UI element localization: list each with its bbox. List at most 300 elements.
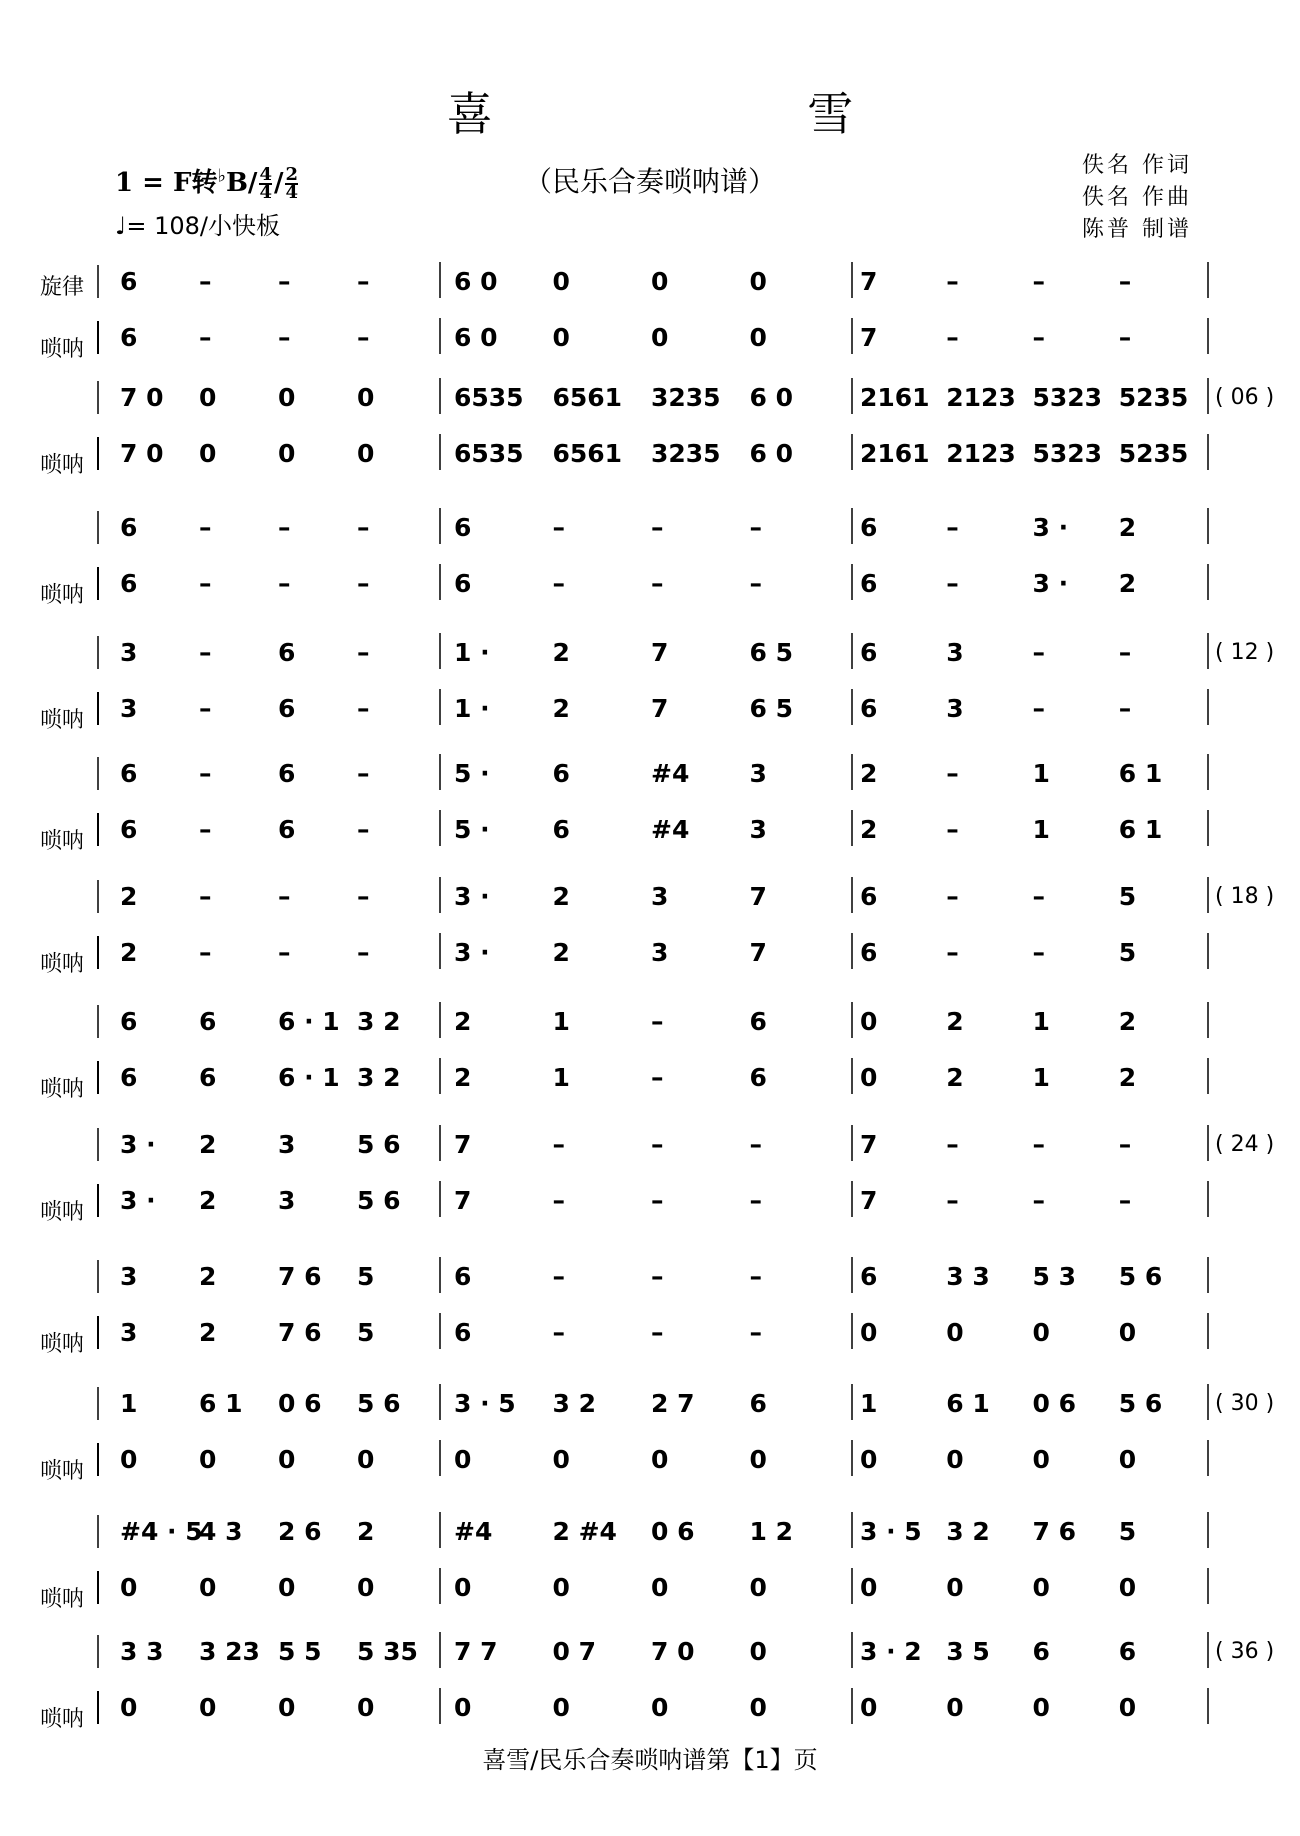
note-top: 3 23 — [199, 1637, 260, 1666]
note-bottom: 6 — [860, 938, 878, 967]
note-top: 3 — [946, 638, 964, 667]
note-bottom: 7 — [651, 694, 669, 723]
note-top: 1 — [552, 1007, 570, 1036]
note-top: #4 — [651, 759, 690, 788]
note-bottom: 2 — [552, 938, 570, 967]
note-top: 6 — [199, 1007, 217, 1036]
note-top: #4 — [454, 1517, 493, 1546]
note-top: 3 3 — [120, 1637, 164, 1666]
note-bottom: 6 — [120, 569, 138, 598]
note-bottom: 2161 — [860, 439, 930, 468]
note-top: – — [1032, 638, 1045, 667]
note-top: – — [946, 882, 959, 911]
note-bottom: – — [1118, 1186, 1132, 1215]
note-bottom: 0 — [357, 439, 375, 468]
note-top: 6 1 — [199, 1389, 243, 1418]
note-top: – — [946, 267, 959, 296]
note-bottom: 1 — [1032, 815, 1050, 844]
note-bottom: 0 — [1032, 1445, 1050, 1474]
note-top: 3 · — [454, 882, 490, 911]
note-bottom: 0 — [1032, 1693, 1050, 1722]
note-top: – — [278, 513, 291, 542]
note-bottom: – — [651, 1318, 664, 1347]
note-top: 2 — [120, 882, 138, 911]
note-top: 7 — [860, 267, 878, 296]
note-bottom: 6 — [278, 694, 296, 723]
note-bottom: – — [278, 569, 291, 598]
note-bottom: 0 — [199, 1573, 217, 1602]
note-top: 2161 — [860, 383, 930, 412]
note-bottom: #4 — [651, 815, 690, 844]
note-top: – — [651, 1262, 664, 1291]
note-bottom: 0 — [749, 1693, 767, 1722]
note-bottom: – — [946, 815, 959, 844]
note-bottom: 7 — [454, 1186, 472, 1215]
note-bottom: 6 — [120, 815, 138, 844]
note-top: 2 6 — [278, 1517, 322, 1546]
note-bottom: 0 — [552, 1693, 570, 1722]
note-bottom: 5 — [1118, 938, 1137, 967]
note-top: 5 — [1118, 882, 1137, 911]
note-bottom: – — [749, 1318, 762, 1347]
note-bottom: 1 · — [454, 694, 490, 723]
note-top: 6 — [1118, 1637, 1137, 1666]
flat-sign: ♭ — [217, 165, 226, 187]
note-top: 2 — [1118, 513, 1137, 542]
note-top: – — [357, 513, 370, 542]
note-bottom: 0 — [552, 1573, 570, 1602]
note-bottom: 2 — [946, 1063, 964, 1092]
note-bottom: 0 — [120, 1445, 138, 1474]
note-bottom: 1 — [552, 1063, 570, 1092]
note-top: – — [357, 267, 370, 296]
note-bottom: 0 — [454, 1573, 472, 1602]
note-bottom: 0 — [946, 1318, 964, 1347]
note-top: 6 — [454, 513, 472, 542]
note-top: 6 — [749, 1007, 767, 1036]
note-bottom: – — [749, 569, 762, 598]
note-top: 1 · — [454, 638, 490, 667]
note-bottom: – — [651, 1063, 664, 1092]
note-top: 0 — [278, 383, 296, 412]
suona-label: 唢呐 — [40, 1459, 85, 1484]
note-bottom: 0 — [552, 323, 570, 352]
note-top: 6 1 — [946, 1389, 990, 1418]
note-top: – — [749, 1262, 762, 1291]
note-bottom: 1 — [1032, 1063, 1050, 1092]
note-top: 5 6 — [357, 1130, 401, 1159]
ts2-num: 2 — [285, 164, 298, 185]
note-bottom: 6 — [199, 1063, 217, 1092]
note-top: 5 5 — [278, 1637, 322, 1666]
note-top: 6 — [120, 759, 138, 788]
suona-label: 唢呐 — [40, 337, 85, 362]
note-bottom: 5 · — [454, 815, 490, 844]
note-top: 6 — [120, 267, 138, 296]
note-top: 0 — [860, 1007, 878, 1036]
note-top: 2 — [199, 1262, 217, 1291]
note-top: 6 — [120, 513, 138, 542]
note-bottom: – — [357, 815, 370, 844]
note-bottom: 6535 — [454, 439, 524, 468]
note-bottom: – — [357, 694, 370, 723]
measure-number: ( 06 ) — [1215, 385, 1275, 410]
note-top: – — [199, 267, 212, 296]
note-top: 6 — [120, 1007, 138, 1036]
note-bottom: 0 — [278, 1573, 296, 1602]
note-top: – — [199, 759, 212, 788]
note-bottom: 0 — [199, 439, 217, 468]
note-bottom: 0 — [749, 323, 767, 352]
note-bottom: 3 — [120, 1318, 138, 1347]
note-bottom: 0 — [552, 1445, 570, 1474]
note-top: 7 0 — [651, 1637, 695, 1666]
note-top: – — [1032, 882, 1045, 911]
note-top: 7 — [860, 1130, 878, 1159]
note-top: 3 — [278, 1130, 296, 1159]
note-top: 5 6 — [1118, 1262, 1163, 1291]
note-bottom: 2 — [120, 938, 138, 967]
note-top: 0 — [749, 267, 767, 296]
note-top: – — [552, 513, 565, 542]
note-bottom: – — [749, 1186, 762, 1215]
ts-slash: / — [273, 168, 284, 198]
note-top: 1 — [860, 1389, 878, 1418]
suona-label: 唢呐 — [40, 708, 85, 733]
note-bottom: 0 — [278, 1693, 296, 1722]
note-bottom: – — [552, 1318, 565, 1347]
quarter-note-icon: ♩ — [115, 212, 127, 240]
note-top: 6 0 — [454, 267, 498, 296]
note-bottom: 7 — [860, 1186, 878, 1215]
suona-label: 唢呐 — [40, 1332, 85, 1357]
note-top: 0 — [749, 1637, 767, 1666]
note-bottom: 0 — [860, 1063, 878, 1092]
note-top: 2 #4 — [552, 1517, 617, 1546]
melody-label: 旋律 — [40, 275, 85, 300]
note-top: 1 — [1032, 759, 1050, 788]
note-bottom: 3 2 — [357, 1063, 401, 1092]
arranger-credit: 陈普 制谱 — [1082, 217, 1192, 242]
note-bottom: 7 0 — [120, 439, 164, 468]
note-bottom: – — [278, 938, 291, 967]
note-top: 2 — [860, 759, 878, 788]
note-top: 6 — [749, 1389, 767, 1418]
note-top: 6 — [454, 1262, 472, 1291]
note-bottom: 3235 — [651, 439, 721, 468]
note-top: 0 6 — [651, 1517, 695, 1546]
note-bottom: 3 · — [454, 938, 490, 967]
note-bottom: 5 6 — [357, 1186, 401, 1215]
note-bottom: 0 — [454, 1693, 472, 1722]
note-top: #4 · 5 — [120, 1517, 203, 1546]
note-top: 6561 — [552, 383, 623, 412]
note-bottom: – — [357, 323, 370, 352]
note-top: – — [199, 638, 212, 667]
note-top: 3 2 — [552, 1389, 596, 1418]
note-bottom: – — [1032, 938, 1045, 967]
note-bottom: 0 — [120, 1693, 138, 1722]
note-top: 5235 — [1118, 383, 1189, 412]
note-bottom: 0 — [1118, 1445, 1137, 1474]
note-top: 6 — [278, 638, 296, 667]
note-bottom: 6 — [860, 694, 878, 723]
note-top: – — [552, 1130, 565, 1159]
note-bottom: – — [357, 938, 370, 967]
note-bottom: – — [651, 569, 664, 598]
note-top: 7 — [454, 1130, 472, 1159]
note-bottom: – — [552, 1186, 565, 1215]
note-bottom: 6 — [860, 569, 878, 598]
note-bottom: – — [199, 815, 212, 844]
note-top: 3 — [651, 882, 669, 911]
note-bottom: – — [1032, 323, 1045, 352]
note-top: 5 · — [454, 759, 490, 788]
note-top: 2 — [552, 882, 570, 911]
note-top: – — [651, 1130, 664, 1159]
note-bottom: 0 — [1032, 1573, 1050, 1602]
note-bottom: 3 — [278, 1186, 296, 1215]
note-top: 7 6 — [278, 1262, 322, 1291]
note-top: – — [1118, 1130, 1132, 1159]
note-bottom: – — [357, 569, 370, 598]
note-bottom: 0 — [651, 1693, 669, 1722]
note-bottom: 0 — [946, 1445, 964, 1474]
note-bottom: 0 — [651, 1573, 669, 1602]
note-bottom: 6 — [552, 815, 570, 844]
note-bottom: 6 — [454, 569, 472, 598]
note-bottom: 0 — [1118, 1573, 1137, 1602]
note-bottom: 2 — [199, 1186, 217, 1215]
ts1-num: 4 — [259, 164, 272, 185]
note-bottom: 6 0 — [749, 439, 793, 468]
note-top: 0 — [199, 383, 217, 412]
note-bottom: – — [946, 938, 959, 967]
note-bottom: 6 — [749, 1063, 767, 1092]
note-top: 5 — [1118, 1517, 1137, 1546]
note-top: 0 7 — [552, 1637, 596, 1666]
note-bottom: 7 6 — [278, 1318, 322, 1347]
note-top: 2 — [357, 1517, 375, 1546]
note-top: – — [1032, 267, 1045, 296]
note-bottom: 0 — [1032, 1318, 1050, 1347]
note-top: – — [946, 513, 959, 542]
note-top: – — [651, 1007, 664, 1036]
note-top: 2 — [552, 638, 570, 667]
note-top: 3 · — [1032, 513, 1069, 542]
subtitle: （民乐合奏唢呐谱） — [523, 165, 776, 198]
note-bottom: 0 — [860, 1445, 878, 1474]
key-prefix: 1 = F转 — [115, 168, 218, 198]
suona-label: 唢呐 — [40, 583, 85, 608]
note-top: 5 6 — [1118, 1389, 1163, 1418]
note-bottom: – — [199, 323, 212, 352]
note-top: – — [199, 513, 212, 542]
note-bottom: 0 — [357, 1445, 375, 1474]
note-bottom: 2 — [199, 1318, 217, 1347]
note-top: – — [946, 1130, 959, 1159]
note-top: 6 5 — [749, 638, 793, 667]
note-top: 5 — [357, 1262, 375, 1291]
note-top: 7 6 — [1032, 1517, 1076, 1546]
note-top: – — [199, 882, 212, 911]
note-bottom: 6 · 1 — [278, 1063, 340, 1092]
note-bottom: 0 — [454, 1445, 472, 1474]
note-bottom: 5 — [357, 1318, 375, 1347]
note-top: 6 · 1 — [278, 1007, 340, 1036]
note-top: 6 — [860, 513, 878, 542]
note-top: 3 · 2 — [860, 1637, 922, 1666]
note-bottom: – — [278, 323, 291, 352]
note-top: 6 — [860, 1262, 878, 1291]
note-bottom: – — [651, 1186, 664, 1215]
suona-label: 唢呐 — [40, 1587, 85, 1612]
tempo-text: = 108/小快板 — [126, 212, 280, 240]
note-bottom: 5323 — [1032, 439, 1103, 468]
note-bottom: 0 — [1118, 1693, 1137, 1722]
note-bottom: – — [946, 569, 959, 598]
note-top: 3 3 — [946, 1262, 990, 1291]
note-top: – — [278, 267, 291, 296]
note-top: – — [357, 759, 370, 788]
note-top: 4 3 — [199, 1517, 243, 1546]
note-bottom: 6561 — [552, 439, 623, 468]
note-bottom: 6 — [120, 1063, 138, 1092]
note-top: 6 — [1032, 1637, 1050, 1666]
note-bottom: 0 — [357, 1693, 375, 1722]
note-top: 3 2 — [357, 1007, 401, 1036]
note-top: – — [1118, 267, 1132, 296]
note-bottom: 0 — [278, 439, 296, 468]
note-top: 3 5 — [946, 1637, 990, 1666]
suona-label: 唢呐 — [40, 829, 85, 854]
note-top: 3 · 5 — [860, 1517, 922, 1546]
note-top: 5 3 — [1032, 1262, 1076, 1291]
note-top: – — [1032, 1130, 1045, 1159]
note-bottom: 0 — [651, 1445, 669, 1474]
note-bottom: 2 — [454, 1063, 472, 1092]
page-footer: 喜雪/民乐合奏唢呐谱第【1】页 — [482, 1746, 818, 1774]
note-top: 6535 — [454, 383, 524, 412]
lyricist-credit: 佚名 作词 — [1082, 153, 1192, 178]
note-top: 2 — [454, 1007, 472, 1036]
ts2-den: 4 — [285, 182, 298, 203]
note-bottom: – — [199, 569, 212, 598]
ts1-den: 4 — [259, 182, 272, 203]
note-bottom: – — [1118, 323, 1132, 352]
suona-label: 唢呐 — [40, 1200, 85, 1225]
note-bottom: 6 0 — [454, 323, 498, 352]
note-bottom: – — [199, 694, 212, 723]
note-top: – — [357, 638, 370, 667]
note-top: 3235 — [651, 383, 721, 412]
note-bottom: 0 — [860, 1573, 878, 1602]
note-bottom: 0 — [120, 1573, 138, 1602]
note-bottom: 3 · — [120, 1186, 156, 1215]
note-top: 6 — [860, 638, 878, 667]
note-bottom: 0 — [860, 1318, 878, 1347]
note-bottom: 6 — [120, 323, 138, 352]
note-top: 0 — [651, 267, 669, 296]
note-top: 7 — [749, 882, 767, 911]
note-top: 0 6 — [278, 1389, 322, 1418]
note-bottom: – — [946, 323, 959, 352]
key-b: B/ — [225, 168, 258, 198]
note-top: 3 2 — [946, 1517, 990, 1546]
note-top: 7 — [651, 638, 669, 667]
note-top: 6 0 — [749, 383, 793, 412]
note-bottom: – — [1118, 694, 1132, 723]
note-top: – — [749, 513, 762, 542]
note-bottom: 0 — [199, 1693, 217, 1722]
note-top: 5323 — [1032, 383, 1103, 412]
note-top: 2123 — [946, 383, 1016, 412]
note-bottom: – — [946, 1186, 959, 1215]
note-bottom: 2 — [552, 694, 570, 723]
measure-number: ( 24 ) — [1215, 1132, 1275, 1157]
note-top: 6 — [860, 882, 878, 911]
note-bottom: – — [1032, 1186, 1045, 1215]
note-top: – — [552, 1262, 565, 1291]
note-top: – — [1118, 638, 1132, 667]
note-bottom: 3 · — [1032, 569, 1069, 598]
note-top: 7 7 — [454, 1637, 498, 1666]
note-bottom: 2123 — [946, 439, 1016, 468]
note-bottom: – — [1032, 694, 1045, 723]
note-bottom: 0 — [278, 1445, 296, 1474]
note-top: 6 — [278, 759, 296, 788]
note-bottom: 6 — [454, 1318, 472, 1347]
suona-label: 唢呐 — [40, 1077, 85, 1102]
note-bottom: 2 — [860, 815, 878, 844]
note-top: 1 2 — [749, 1517, 793, 1546]
note-bottom: 7 — [860, 323, 878, 352]
note-bottom: – — [552, 569, 565, 598]
note-bottom: 6 — [278, 815, 296, 844]
note-top: – — [357, 882, 370, 911]
note-top: – — [651, 513, 664, 542]
note-bottom: 0 — [199, 1445, 217, 1474]
composer-credit: 佚名 作曲 — [1082, 185, 1192, 210]
note-top: 7 0 — [120, 383, 164, 412]
suona-label: 唢呐 — [40, 952, 85, 977]
note-top: – — [278, 882, 291, 911]
note-bottom: – — [199, 938, 212, 967]
note-top: 3 — [120, 1262, 138, 1291]
measure-number: ( 12 ) — [1215, 640, 1275, 665]
note-top: 3 · 5 — [454, 1389, 516, 1418]
note-bottom: 3 — [749, 815, 767, 844]
note-top: – — [946, 759, 959, 788]
note-top: – — [749, 1130, 762, 1159]
note-bottom: 0 — [749, 1445, 767, 1474]
note-bottom: 3 — [651, 938, 669, 967]
note-bottom: 0 — [946, 1573, 964, 1602]
measure-number: ( 30 ) — [1215, 1391, 1275, 1416]
note-top: 2 — [199, 1130, 217, 1159]
note-bottom: 0 — [749, 1573, 767, 1602]
note-bottom: 0 — [946, 1693, 964, 1722]
note-top: 5 35 — [357, 1637, 418, 1666]
note-top: 5 6 — [357, 1389, 401, 1418]
note-bottom: 0 — [1118, 1318, 1137, 1347]
note-bottom: 3 — [946, 694, 964, 723]
note-top: 2 — [946, 1007, 964, 1036]
suona-label: 唢呐 — [40, 1707, 85, 1732]
measure-number: ( 36 ) — [1215, 1639, 1275, 1664]
measure-number: ( 18 ) — [1215, 884, 1275, 909]
note-top: 1 — [120, 1389, 138, 1418]
